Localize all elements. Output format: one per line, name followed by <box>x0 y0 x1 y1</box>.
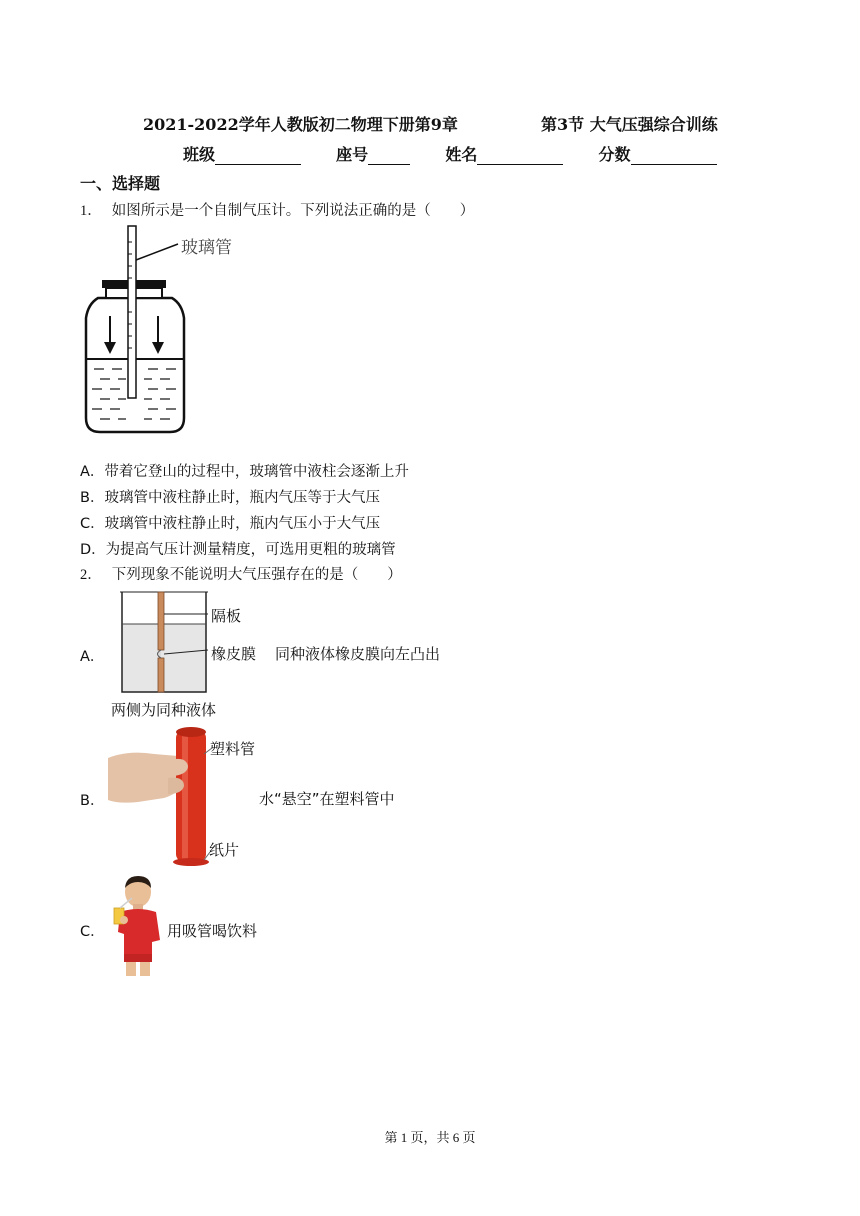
boy-drinking-figure <box>108 874 164 978</box>
q1-option-b: B．玻璃管中液柱静止时，瓶内气压等于大气压 <box>80 490 380 506</box>
barometer-figure <box>80 222 260 438</box>
paper-label: 纸片 <box>209 841 240 859</box>
name-label: 姓名 <box>445 145 478 164</box>
title-right: 第3节 大气压强综合训练 <box>541 115 718 134</box>
partition-container-figure <box>118 588 214 696</box>
same-liquid-label: 两侧为同种液体 <box>111 701 217 719</box>
q1-option-a: A．带着它登山的过程中，玻璃管中液柱会逐渐上升 <box>80 464 409 480</box>
q2-option-a-letter: A． <box>80 649 105 665</box>
question-text: 如图所示是一个自制气压计。下列说法正确的是（ ） <box>111 203 475 219</box>
class-label: 班级 <box>183 145 216 164</box>
question-number: 2． <box>80 567 102 583</box>
name-blank <box>477 148 563 165</box>
q1-option-d: D．为提高气压计测量精度，可选用更粗的玻璃管 <box>80 542 396 558</box>
seat-label: 座号 <box>336 145 369 164</box>
question-number: 1． <box>80 203 102 219</box>
q2-option-a-caption: 同种液体橡皮膜向左凸出 <box>275 645 441 663</box>
glass-tube-label: 玻璃管 <box>181 238 232 258</box>
q1-option-c: C．玻璃管中液柱静止时，瓶内气压小于大气压 <box>80 516 381 532</box>
question-1 <box>80 199 474 220</box>
partition-label: 隔板 <box>211 607 242 625</box>
q2-option-b-letter: B． <box>80 793 105 809</box>
student-info <box>183 142 717 165</box>
score-blank <box>631 148 717 165</box>
q2-option-c-letter: C． <box>80 924 105 940</box>
page-footer: 第 1 页，共 6 页 <box>384 1130 476 1145</box>
plastic-tube-figure <box>108 724 216 870</box>
score-label: 分数 <box>598 145 631 164</box>
question-2 <box>80 563 402 584</box>
title-left: 2021-2022学年人教版初二物理下册第9章 <box>143 115 458 134</box>
q2-option-c-caption: 用吸管喝饮料 <box>167 922 258 940</box>
class-blank <box>215 148 301 165</box>
question-text: 下列现象不能说明大气压强存在的是（ ） <box>111 567 402 583</box>
plastic-tube-label: 塑料管 <box>210 740 256 758</box>
q2-option-b-caption: 水“悬空”在塑料管中 <box>259 790 395 808</box>
seat-blank <box>368 148 410 165</box>
rubber-membrane-label: 橡皮膜 <box>211 645 257 663</box>
section-title: 一、选择题 <box>80 174 161 193</box>
